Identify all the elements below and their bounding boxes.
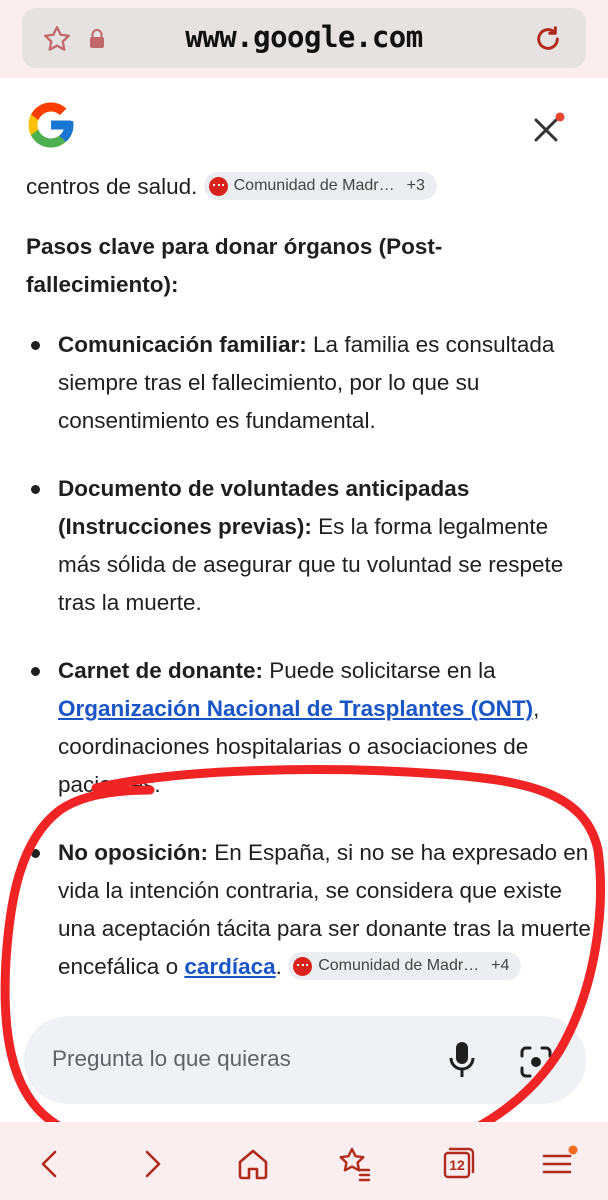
- intro-line: [26, 168, 592, 206]
- tabs-icon[interactable]: [438, 1144, 478, 1184]
- source-chip-label: Comunidad de Madr…: [318, 957, 480, 975]
- list-item: [26, 326, 592, 440]
- bookmarks-icon[interactable]: [334, 1144, 374, 1184]
- step-title: No oposición:: [58, 840, 208, 865]
- steps-list: [26, 326, 592, 986]
- google-logo: [24, 98, 78, 152]
- ask-placeholder[interactable]: Pregunta lo que quieras: [52, 1046, 291, 1071]
- browser-top-bar: [0, 0, 608, 78]
- forward-icon[interactable]: [132, 1144, 172, 1184]
- step-text-after: , coordinaciones hospitalarias o asociaciones de pacientes.: [58, 696, 540, 797]
- reload-icon[interactable]: [532, 23, 564, 55]
- comunidad-madrid-logo-icon: [293, 957, 312, 976]
- intro-text: centros de salud.: [26, 174, 198, 199]
- url-text[interactable]: www.google.com: [185, 20, 423, 54]
- ont-link[interactable]: Organización Nacional de Trasplantes (ONT): [58, 696, 534, 721]
- list-item: [26, 834, 592, 986]
- browser-bottom-bar: [0, 1122, 608, 1200]
- tabs-count: 12: [449, 1157, 465, 1173]
- section-heading: Pasos clave para donar órganos (Post-fallecimiento):: [26, 234, 443, 297]
- close-icon[interactable]: [530, 112, 566, 148]
- cardiaca-link[interactable]: cardíaca: [184, 954, 276, 979]
- home-icon[interactable]: [233, 1144, 273, 1184]
- microphone-icon[interactable]: [448, 1040, 476, 1080]
- list-item: [26, 652, 592, 804]
- step-text-before: Puede solicitarse en la: [263, 658, 496, 683]
- menu-icon[interactable]: [538, 1144, 578, 1184]
- step-text: Es la forma legalmente más sólida de asegurar que tu voluntad se respete tras la muerte.: [58, 514, 564, 615]
- step-text-before: En España, si no se ha expresado en vida la intención contraria, se considera que existe una aceptación tácita para ser donante tras la muerte encefálica o: [58, 840, 591, 979]
- ask-input[interactable]: [24, 1016, 586, 1104]
- step-title: Carnet de donante:: [58, 658, 264, 683]
- step-title: Documento de voluntades anticipadas (Instrucciones previas):: [58, 476, 470, 539]
- source-chip-more: +4: [491, 957, 510, 975]
- step-title: Comunicación familiar:: [58, 332, 307, 357]
- source-chip[interactable]: [288, 952, 521, 980]
- source-chip[interactable]: [204, 172, 437, 200]
- step-text-after: .: [275, 954, 282, 979]
- source-chip-more: +3: [406, 177, 425, 195]
- list-item: [26, 470, 592, 622]
- comunidad-madrid-logo-icon: [209, 177, 228, 196]
- source-chip-label: Comunidad de Madr…: [233, 177, 395, 195]
- step-text: La familia es consultada siempre tras el fallecimiento, por lo que su consentimiento es fundamental.: [58, 332, 555, 433]
- ai-answer-content: [26, 168, 592, 1016]
- address-bar[interactable]: [22, 8, 586, 68]
- back-icon[interactable]: [30, 1144, 70, 1184]
- lens-icon[interactable]: [518, 1044, 554, 1080]
